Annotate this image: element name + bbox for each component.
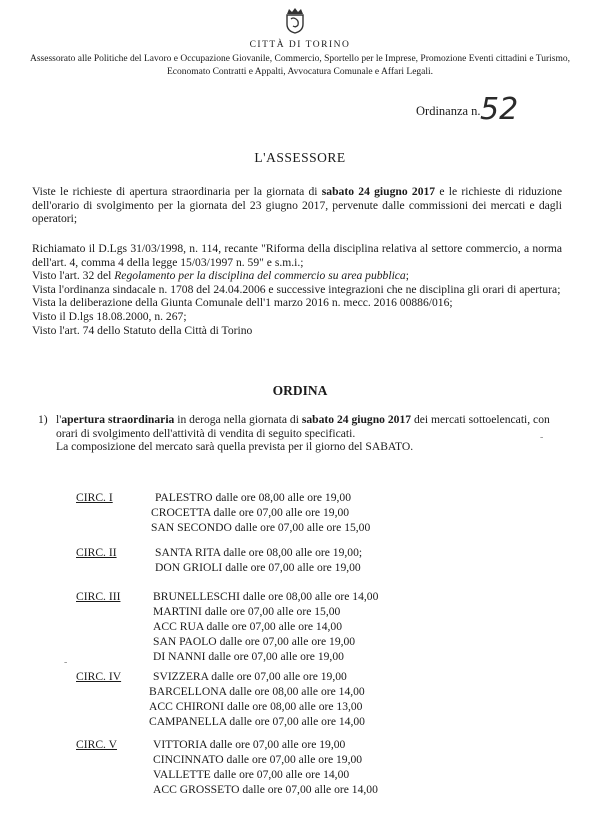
market-entry: PALESTRO dalle ore 08,00 alle ore 19,00 (155, 491, 351, 504)
market-entry: BARCELLONA dalle ore 08,00 alle ore 14,00 (149, 685, 365, 698)
market-entry: DI NANNI dalle ore 07,00 alle ore 19,00 (153, 650, 344, 663)
market-entry: CROCETTA dalle ore 07,00 alle ore 19,00 (151, 506, 350, 519)
order-note: La composizione del mercato sarà quella prevista per il giorno del SABATO. (56, 440, 414, 454)
order-title: ORDINA (272, 383, 328, 398)
basis-line: Visto il D.lgs 18.08.2000, n. 267; (32, 309, 187, 323)
basis-line: Richiamato il D.Lgs 31/03/1998, n. 114, recante "Riforma della disciplina relativa al settore commercio, a norma dell'art. 4, comma 4 della legge 15/03/1997 n. 59" e s.m.i.; (32, 242, 562, 269)
premise-text-end: e le richieste di riduzione dell'orario di svolgimento per la giornata del 23 giugno 2017, pervenute dalle commissioni dei mercati e dagli operatori; (32, 185, 562, 226)
market-entry: CAMPANELLA dalle ore 07,00 alle ore 14,00 (149, 715, 365, 728)
circ-label: CIRC. IV (76, 670, 122, 683)
market-entry: SVIZZERA dalle ore 07,00 alle ore 19,00 (153, 670, 347, 683)
premise-text: Viste le richieste di apertura straordinaria per la giornata di (32, 185, 322, 198)
market-entry: SANTA RITA dalle ore 08,00 alle ore 19,00; (155, 546, 363, 559)
ordinance-label: Ordinanza n. (416, 104, 481, 118)
city-crest-icon (284, 6, 306, 34)
basis-line: Visto l'art. 74 dello Statuto della Città di Torino (32, 323, 253, 337)
market-entry: ACC GROSSETO dalle ore 07,00 alle ore 14,00 (153, 783, 378, 796)
department-name: Assessorato alle Politiche del Lavoro e Occupazione Giovanile, Commercio, Sportello per le Imprese, Promozione Eventi cittadini e Turismo, Economato Contratti e Appalti, Avvocatura Comunale e Affari Legali. (29, 54, 571, 77)
ordinance-number: 52 (480, 92, 519, 127)
item-number: 1) (38, 413, 48, 426)
market-entry: ACC RUA dalle ore 07,00 alle ore 14,00 (153, 620, 343, 633)
order-item: l'apertura straordinaria in deroga nella giornata di sabato 24 giugno 2017 dei mercati sottoelencati, con orari di svolgimento dell'attività di vendita di seguito specificati. La composizione del mercato sarà quella prevista per il giorno del SABATO. (56, 413, 566, 454)
market-entry: MARTINI dalle ore 07,00 alle ore 15,00 (153, 605, 341, 618)
market-entry: SAN SECONDO dalle ore 07,00 alle ore 15,00 (151, 521, 371, 534)
market-entry: ACC CHIRONI dalle ore 08,00 alle ore 13,00 (149, 700, 363, 713)
circ-label: CIRC. I (76, 491, 113, 504)
scan-mark: - (64, 657, 68, 668)
market-entry: CINCINNATO dalle ore 07,00 alle ore 19,00 (153, 753, 363, 766)
scan-mark: - (540, 432, 544, 443)
legal-basis (32, 242, 562, 337)
circ-label: CIRC. V (76, 738, 118, 751)
circ-label: CIRC. II (76, 546, 117, 559)
city-name: CITTÀ DI TORINO (249, 40, 351, 50)
circ-label: CIRC. III (76, 590, 121, 603)
market-entry: VITTORIA dalle ore 07,00 alle ore 19,00 (153, 738, 346, 751)
basis-line: Vista la deliberazione della Giunta Comunale dell'1 marzo 2016 n. mecc. 2016 00886/016; (32, 296, 453, 310)
document-title: L'ASSESSORE (254, 150, 346, 165)
market-entry: BRUNELLESCHI dalle ore 08,00 alle ore 14,00 (153, 590, 379, 603)
premise-paragraph (32, 185, 562, 226)
basis-line: Visto l'art. 32 del Regolamento per la disciplina del commercio su area pubblica; (32, 269, 409, 283)
premise-date: sabato 24 giugno 2017 (321, 185, 436, 198)
market-entry: VALLETTE dalle ore 07,00 alle ore 14,00 (153, 768, 350, 781)
market-entry: SAN PAOLO dalle ore 07,00 alle ore 19,00 (153, 635, 356, 648)
basis-line: Vista l'ordinanza sindacale n. 1708 del 24.04.2006 e successive integrazioni che ne disciplina gli orari di apertura; (32, 282, 561, 296)
market-entry: DON GRIOLI dalle ore 07,00 alle ore 19,00 (155, 561, 361, 574)
